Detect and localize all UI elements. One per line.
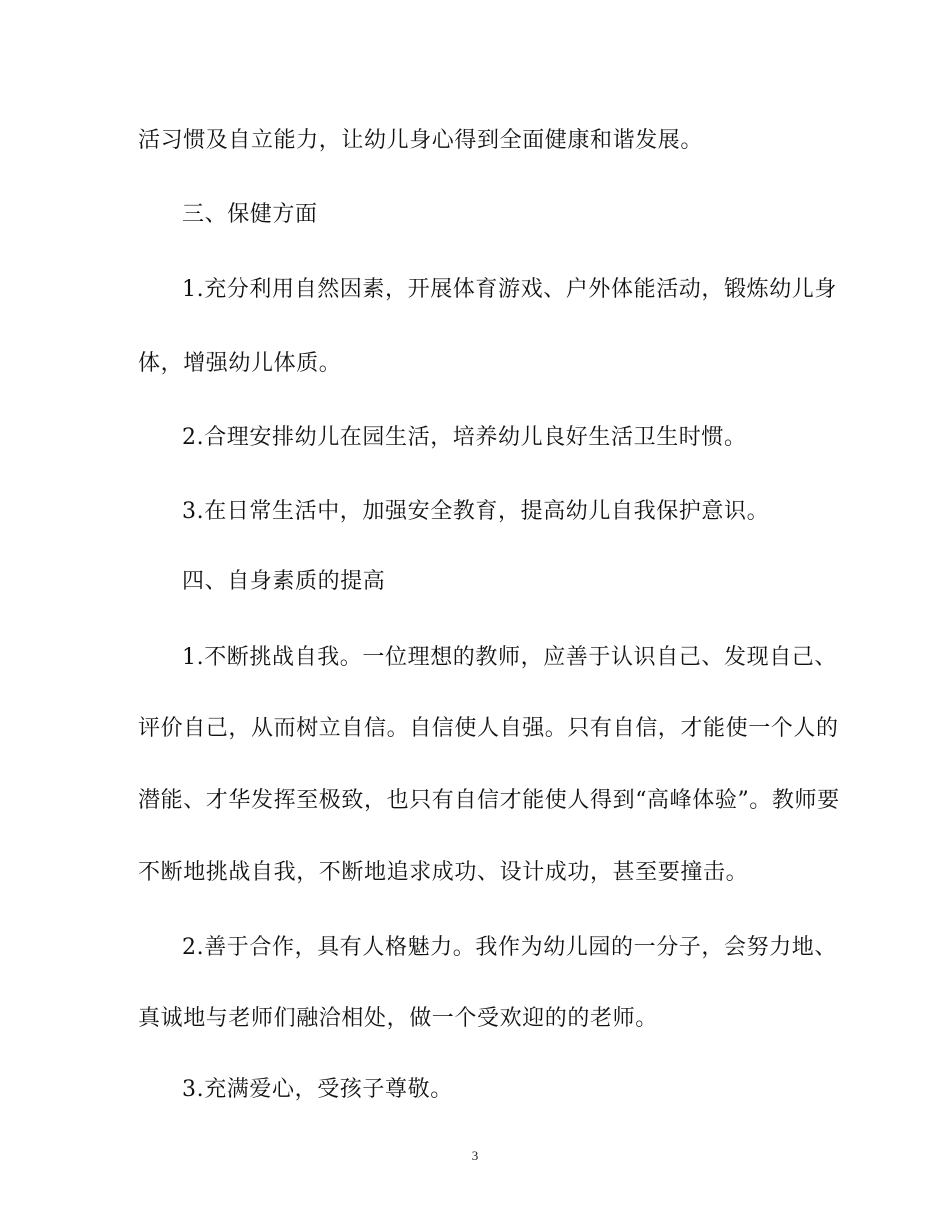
paragraph-line: 2.合理安排幼儿在园生活，培养幼儿良好生活卫生时惯。 [182, 425, 747, 450]
paragraph-line: 1.充分利用自然因素，开展体育游戏、户外体能活动，锻炼幼儿身 [182, 277, 837, 302]
paragraph-line: 2.善于合作，具有人格魅力。我作为幼儿园的一分子，会努力地、 [182, 935, 837, 960]
paragraph-line: 评价自己，从而树立自信。自信使人自强。只有自信，才能使一个人的 [138, 716, 839, 741]
paragraph-line: 不断地挑战自我，不断地追求成功、设计成功，甚至要撞击。 [138, 860, 749, 885]
paragraph-line: 活习惯及自立能力，让幼儿身心得到全面健康和谐发展。 [138, 128, 704, 153]
paragraph-line: 体，增强幼儿体质。 [138, 351, 342, 376]
paragraph-line: 真诚地与老师们融洽相处，做一个受欢迎的的老师。 [138, 1006, 658, 1031]
section-heading-self-quality: 四、自身素质的提高 [182, 569, 386, 594]
paragraph-line: 潜能、才华发挥至极致，也只有自信才能使人得到“高峰体验”。教师要 [138, 788, 840, 813]
paragraph-line: 1.不断挑战自我。一位理想的教师，应善于认识自己、发现自己、 [182, 645, 837, 670]
paragraph-line: 3.充满爱心，受孩子尊敬。 [182, 1077, 453, 1102]
paragraph-line: 3.在日常生活中，加强安全教育，提高幼儿自我保护意识。 [182, 499, 770, 524]
section-heading-health: 三、保健方面 [182, 202, 318, 227]
page-number: 3 [471, 1148, 479, 1163]
